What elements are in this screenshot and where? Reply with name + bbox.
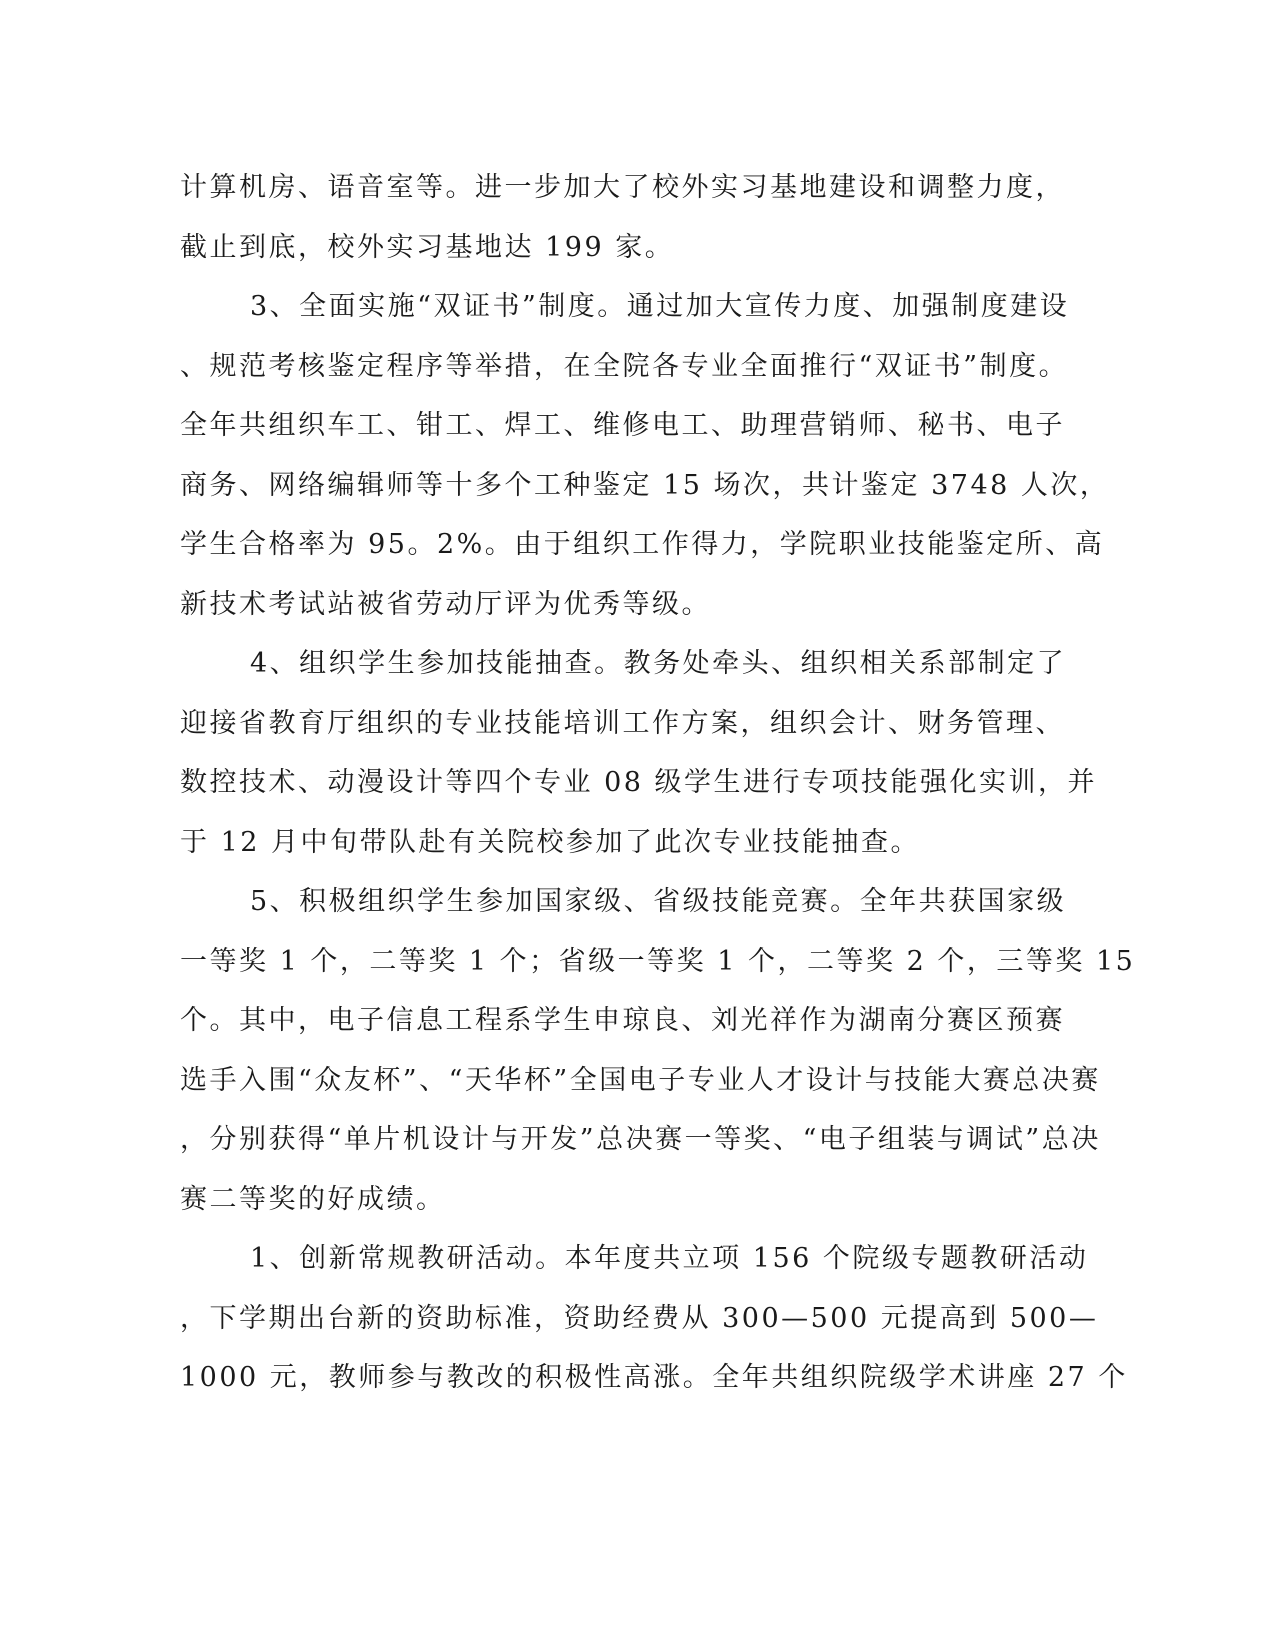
paragraph-start-line: 4、组织学生参加技能抽查。教务处牵头、组织相关系部制定了 [250,648,1067,679]
text-line: 一等奖 1 个，二等奖 1 个；省级一等奖 1 个，二等奖 2 个，三等奖 15 [180,945,1136,977]
text-line: 于 12 月中旬带队赴有关院校参加了此次专业技能抽查。 [180,826,921,858]
text-line: 商务、网络编辑师等十多个工种鉴定 15 场次，共计鉴定 3748 人次， [180,469,1110,501]
text-line: 学生合格率为 95。2%。由于组织工作得力，学院职业技能鉴定所、高 [180,529,1105,560]
text-line: 全年共组织车工、钳工、焊工、维修电工、助理营销师、秘书、电子 [180,410,1065,441]
text-line: 迎接省教育厅组织的专业技能培训工作方案，组织会计、财务管理、 [180,707,1065,739]
text-line: 新技术考试站被省劳动厅评为优秀等级。 [180,588,711,620]
text-line: ，下学期出台新的资助标准，资助经费从 300—500 元提高到 500— [180,1302,1099,1334]
text-line: 赛二等奖的好成绩。 [180,1183,446,1215]
text-line: 计算机房、语音室等。进一步加大了校外实习基地建设和调整力度， [180,172,1065,203]
text-line: 、规范考核鉴定程序等举措，在全院各专业全面推行“双证书”制度。 [180,350,1069,382]
paragraph-start-line: 5、积极组织学生参加国家级、省级技能竞赛。全年共获国家级 [250,886,1067,917]
document-body [180,158,1136,1408]
text-line: 数控技术、动漫设计等四个专业 08 级学生进行专项技能强化实训，并 [180,767,1098,798]
text-line: 截止到底，校外实习基地达 199 家。 [180,231,675,263]
text-line: 选手入围“众友杯”、“天华杯”全国电子专业人才设计与技能大赛总决赛 [180,1064,1101,1096]
paragraph-start-line: 1、创新常规教研活动。本年度共立项 156 个院级专题教研活动 [250,1243,1089,1274]
paragraph-start-line: 3、全面实施“双证书”制度。通过加大宣传力度、加强制度建设 [250,291,1070,322]
text-line: 1000 元，教师参与教改的积极性高涨。全年共组织院级学术讲座 27 个 [180,1362,1128,1393]
text-line: 个。其中，电子信息工程系学生申琼良、刘光祥作为湖南分赛区预赛 [180,1005,1065,1036]
text-line: ，分别获得“单片机设计与开发”总决赛一等奖、“电子组装与调试”总决 [180,1124,1101,1155]
